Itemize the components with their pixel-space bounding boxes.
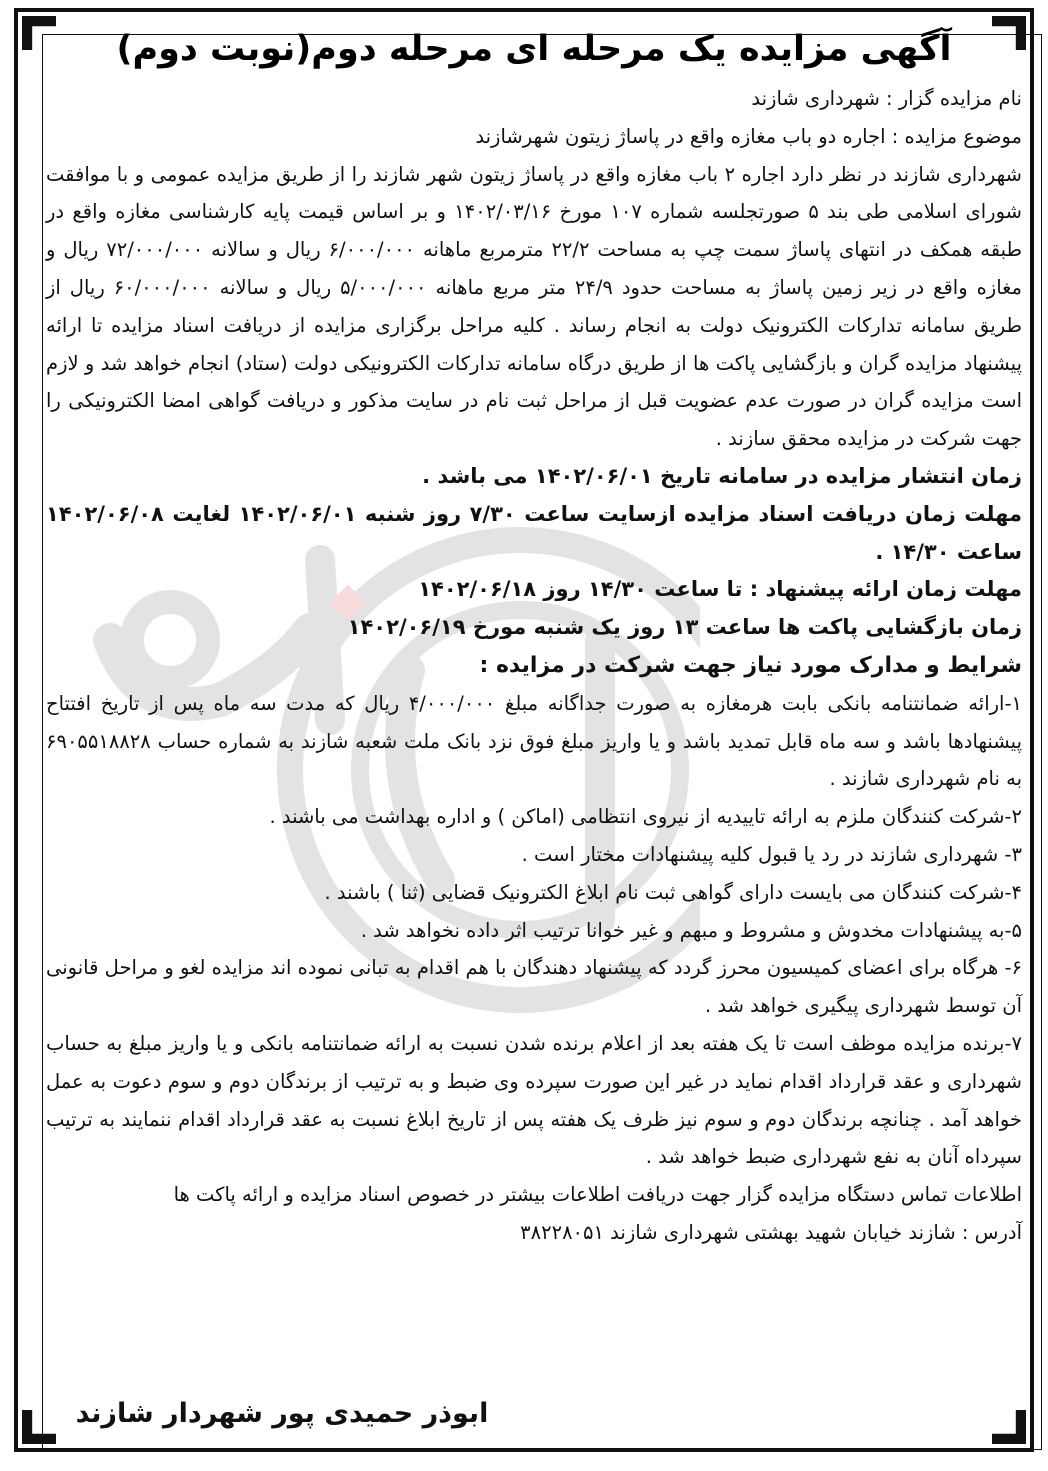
bid-deadline: مهلت زمان ارائه پیشنهاد : تا ساعت ۱۴/۳۰ روز ۱۴۰۲/۰۶/۱۸ xyxy=(418,577,1022,602)
condition-item: ۵-به پیشنهادات مخدوش و مشروط و مبهم و غیر خوانا ترتیب اثر داده نخواهد شد . xyxy=(360,918,1022,942)
notice-body: شهرداری شازند در نظر دارد اجاره ۲ باب مغازه واقع در پاساژ زیتون شهر شازند را از طریق مزایده عمومی و با موافقت شورای اسلامی طی بند ۵ صورتجلسه شماره ۱۰۷ مورخ ۱۴۰۲/۰۳/۱۶ و بر اساس قیمت پایه کارشناسی مغازه واقع در طبقه همکف در انتهای پاساژ سمت چپ به مساحت ۲۲/۲ مترمربع ماهانه ۶/۰۰۰/۰۰۰ ریال و سالانه ۷۲/۰۰۰/۰۰۰ ریال و مغازه واقع در زیر زمین پاساژ به مساحت حدود ۲۴/۹ متر مربع ماهانه ۵/۰۰۰/۰۰۰ ریال و سالانه ۶۰/۰۰۰/۰۰۰ ریال از طریق سامانه تدارکات الکترونیک دولت به انجام رساند . کلیه مراحل برگزاری مزایده از دریافت اسناد مزایده تا ارائه پیشنهاد مزایده گران و بازگشایی پاکت ها از طریق درگاه سامانه تدارکات الکترونیکی دولت (ستاد) انجام خواهد شد و لازم است مزایده گران در صورت عدم عضویت قبل از مراحل ثبت نام در سایت مذکور و دریافت گواهی امضا الکترونیکی را جهت شرکت در مزایده محقق سازند . xyxy=(46,162,1023,451)
notice-content xyxy=(46,22,1022,1252)
auctioneer-name: نام مزایده گزار : شهرداری شازند xyxy=(751,87,1022,110)
condition-item: ۲-شرکت کنندگان ملزم به ارائه تاییدیه از نیروی انتظامی (اماکن ) و اداره بهداشت می باشند . xyxy=(269,805,1022,829)
opening-time: زمان بازگشایی پاکت ها ساعت ۱۳ روز یک شنبه مورخ ۱۴۰۲/۰۶/۱۹ xyxy=(347,615,1022,640)
notice-title: آگهی مزایده یک مرحله ای مرحله دوم(نوبت دوم) xyxy=(116,29,952,69)
document-deadline: مهلت زمان دریافت اسناد مزایده ازسایت ساعت ۷/۳۰ روز شنبه ۱۴۰۲/۰۶/۰۱ لغایت ۱۴۰۲/۰۶/۰۸ ساعت ۱۴/۳۰ . xyxy=(46,501,1022,564)
condition-item: ۱-ارائه ضمانتنامه بانکی بابت هرمغازه به صورت جداگانه مبلغ ۴/۰۰۰/۰۰۰ ریال که مدت سه ماه پس از تاریخ افتتاح پیشنهادها باشد و سه ماه قابل تمدید باشد و یا واریز مبلغ فوق نزد بانک ملت شعبه شازند به شماره حساب ۶۹۰۵۵۱۸۸۲۸ به نام شهرداری شازند . xyxy=(46,691,1022,791)
contact-info: اطلاعات تماس دستگاه مزایده گزار جهت دریافت اطلاعات بیشتر در خصوص اسناد مزایده و ارائه پاکت ها xyxy=(173,1183,1022,1207)
signature: ابوذر حمیدی پور شهردار شازند xyxy=(60,1394,504,1434)
publish-date: زمان انتشار مزایده در سامانه تاریخ ۱۴۰۲/۰۶/۰۱ می باشد . xyxy=(422,463,1022,488)
address: آدرس : شازند خیابان شهید بهشتی شهرداری شازند ۳۸۲۲۸۰۵۱ xyxy=(520,1220,1022,1244)
condition-item: ۶- هرگاه برای اعضای کمیسیون محرز گردد که پیشنهاد دهندگان با هم اقدام به تبانی نموده اند مزایده لغو و مراحل قانونی آن توسط شهرداری پیگیری خواهد شد . xyxy=(46,956,1022,1018)
auction-subject: موضوع مزایده : اجاره دو باب مغازه واقع در پاساژ زیتون شهرشازند xyxy=(475,124,1022,148)
condition-item: ۴-شرکت کنندگان می بایست دارای گواهی ثبت نام ابلاغ الکترونیک قضایی (ثنا ) باشند . xyxy=(324,880,1022,904)
condition-item: ۷-برنده مزایده موظف است تا یک هفته بعد از اعلام برنده شدن نسبت به ارائه ضمانتنامه بانکی و یا واریز مبلغ به حساب شهرداری و عقد قرارداد اقدام نماید در غیر این صورت سپرده وی ضبط و به ترتیب از برندگان دوم و سوم دعوت به عمل خواهد آمد . چنانچه برندگان دوم و سوم نیز ظرف یک هفته پس از تاریخ ابلاغ نسبت به عقد قرارداد اقدام ننمایند به ترتیب سپرداه آنان به نفع شهرداری ضبط خواهد شد . xyxy=(46,1031,1022,1169)
condition-item: ۳- شهرداری شازند در رد یا قبول کلیه پیشنهادات مختار است . xyxy=(521,842,1022,866)
conditions-heading: شرایط و مدارک مورد نیاز جهت شرکت در مزایده : xyxy=(479,652,1022,678)
